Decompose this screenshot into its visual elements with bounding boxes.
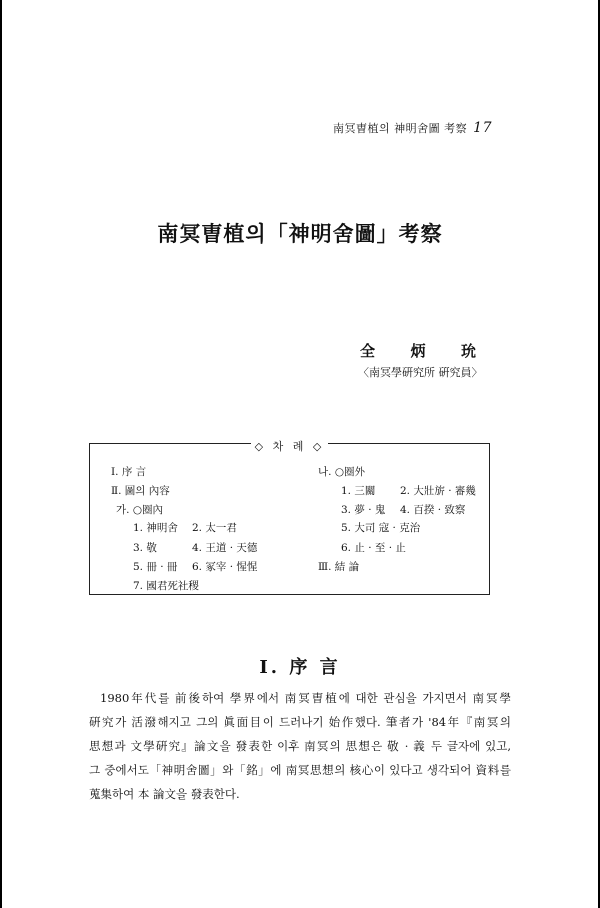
toc-item: 4. 王道 · 天德 xyxy=(192,542,258,554)
toc-item: 7. 國君死社稷 xyxy=(133,580,199,592)
toc-item: Ⅲ. 結 論 xyxy=(318,561,360,573)
toc-item: 2. 太一君 xyxy=(192,522,237,534)
body-line: 그 중에서도「神明舍圖」와「銘」에 南冥思想의 核心이 있다고 생각되어 資料를 xyxy=(89,763,511,777)
toc-item: 나. ○圈外 xyxy=(318,466,365,478)
author-name-char: 全 xyxy=(360,342,376,360)
page-left-border xyxy=(0,0,2,908)
toc-item: Ⅰ. 序 言 xyxy=(111,466,147,478)
section-title: Ⅰ. 序 言 xyxy=(259,657,341,678)
toc-item: Ⅱ. 圖의 內容 xyxy=(111,485,170,497)
author-name-char: 炳 xyxy=(410,342,426,360)
toc-item: 2. 大壯旂 · 審幾 xyxy=(400,485,476,497)
paper-title: 南冥曺植의「神明舍圖」考察 xyxy=(157,221,443,246)
toc-item: 6. 冢宰 · 惺惺 xyxy=(192,561,258,573)
toc-item: 1. 神明舍 xyxy=(133,522,178,534)
running-head xyxy=(333,120,492,136)
toc-item: 가. ○圈內 xyxy=(116,504,163,516)
toc-heading: ◇ 차 례 ◇ xyxy=(90,435,489,454)
running-head-text: 南冥曺植의 神明舍圖 考察 xyxy=(333,122,468,135)
toc-item: 3. 夢 · 鬼 xyxy=(341,504,386,516)
author-name xyxy=(360,340,476,361)
toc-item: 5. 大司 寇 · 克治 xyxy=(341,522,421,534)
page-number: 17 xyxy=(473,120,492,136)
toc-item: 4. 百揆 · 致察 xyxy=(400,504,466,516)
body-line: 硏究가 活潑해지고 그의 眞面目이 드러나기 始作했다. 筆者가 '84年『南冥의 xyxy=(89,715,511,729)
author-affiliation: 〈南冥學硏究所 硏究員〉 xyxy=(358,366,483,379)
body-line: 蒐集하여 本 論文을 發表한다. xyxy=(89,787,240,801)
body-line: 1980年代를 前後하여 學界에서 南冥曺植에 대한 관심을 가지면서 南冥學 xyxy=(100,691,511,705)
author-name-char: 玧 xyxy=(460,342,476,360)
toc-item: 6. 止 · 至 · 止 xyxy=(341,542,406,554)
toc-item: 3. 敬 xyxy=(133,542,157,554)
toc-item: 1. 三關 xyxy=(341,485,376,497)
toc-item: 5. 冊 · 冊 xyxy=(133,561,178,573)
body-paragraph xyxy=(89,686,511,806)
table-of-contents xyxy=(89,440,490,595)
body-line: 思想과 文學硏究』論文을 發表한 이후 南冥의 思想은 敬 · 義 두 글자에 있고, xyxy=(89,739,511,753)
